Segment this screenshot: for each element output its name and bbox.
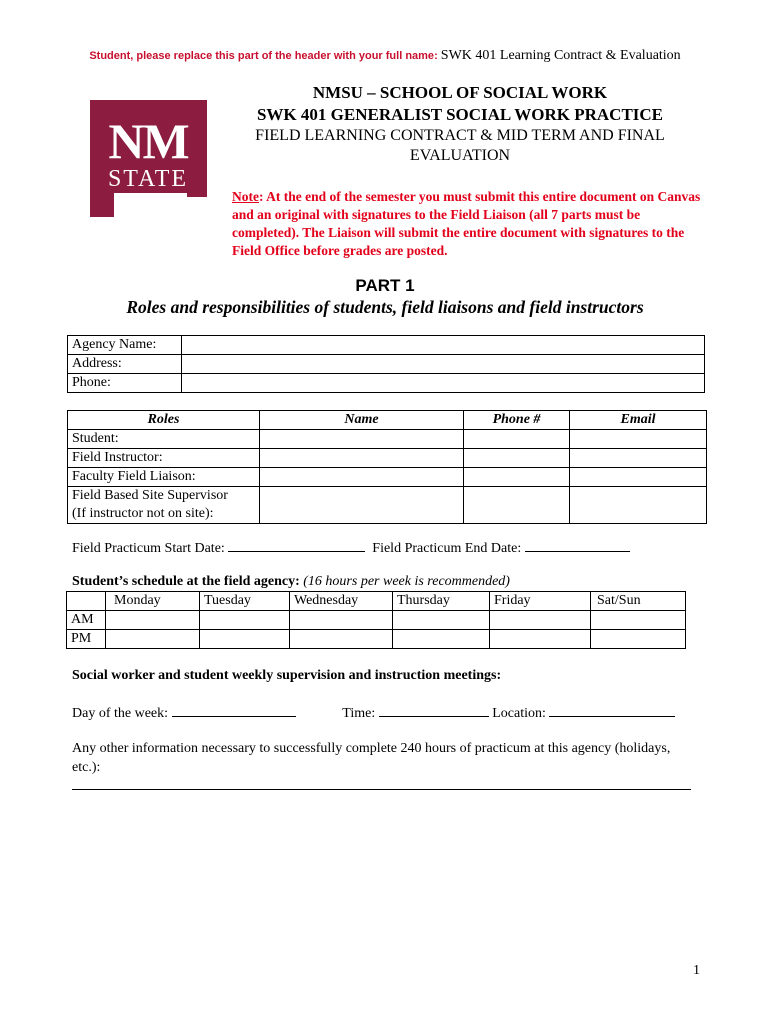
table-header-row <box>68 411 707 430</box>
schedule-cell[interactable] <box>393 630 490 649</box>
note-text: : At the end of the semester you must submit this entire document on Canvas and an original with signatures to the Field Liaison (all 7 parts must be completed). The Liaison will submit the entire document with signatures to the Field Office before grades are posted. <box>232 189 701 258</box>
supervision-fields <box>72 703 675 723</box>
day-thursday: Thursday <box>393 592 490 611</box>
time-label: Time: <box>342 706 376 721</box>
role-student: Student: <box>68 430 260 449</box>
day-friday: Friday <box>490 592 591 611</box>
table-row <box>68 487 707 524</box>
document-titles <box>230 82 690 166</box>
header-separator: : <box>434 50 441 62</box>
header-title: SWK 401 Learning Contract & Evaluation <box>440 48 681 63</box>
table-row <box>68 430 707 449</box>
schedule-cell[interactable] <box>200 630 290 649</box>
schedule-corner <box>67 592 106 611</box>
header-phone: Phone # <box>464 411 570 430</box>
row-am: AM <box>67 611 106 630</box>
day-monday: Monday <box>106 592 200 611</box>
course-title: SWK 401 GENERALIST SOCIAL WORK PRACTICE <box>256 105 664 124</box>
end-date-field[interactable] <box>525 538 630 552</box>
student-email-field[interactable] <box>570 430 707 449</box>
student-name-field[interactable] <box>260 430 464 449</box>
location-field[interactable] <box>549 703 675 717</box>
agency-name-label: Agency Name: <box>68 336 182 355</box>
end-date-label: Field Practicum End Date: <box>372 541 522 556</box>
supervisor-name-field[interactable] <box>260 487 464 524</box>
location-label: Location: <box>492 706 546 721</box>
supervisor-email-field[interactable] <box>570 487 707 524</box>
schedule-heading-note: (16 hours per week is recommended) <box>303 574 510 589</box>
roles-table <box>67 410 707 524</box>
note-label: Note <box>232 189 259 204</box>
table-row <box>68 355 705 374</box>
table-row <box>68 449 707 468</box>
practicum-dates <box>72 538 630 558</box>
address-label: Address: <box>68 355 182 374</box>
school-title: NMSU – SCHOOL OF SOCIAL WORK <box>312 83 608 102</box>
liaison-phone-field[interactable] <box>464 468 570 487</box>
table-row <box>68 336 705 355</box>
contract-title: FIELD LEARNING CONTRACT & MID TERM AND FINAL EVALUATION <box>255 127 665 164</box>
agency-name-field[interactable] <box>182 336 705 355</box>
page-number: 1 <box>693 963 700 978</box>
table-row <box>67 630 686 649</box>
schedule-cell[interactable] <box>290 630 393 649</box>
other-info-text: Any other information necessary to successfully complete 240 hours of practicum at this agency (holidays, etc.): <box>72 741 671 775</box>
start-date-field[interactable] <box>228 538 365 552</box>
header-instruction: Student, please replace this part of the header with your full name <box>89 50 435 62</box>
schedule-cell[interactable] <box>393 611 490 630</box>
schedule-heading-text: Student’s schedule at the field agency: <box>72 574 300 589</box>
day-tuesday: Tuesday <box>200 592 290 611</box>
table-row <box>68 374 705 393</box>
day-sat-sun: Sat/Sun <box>591 592 686 611</box>
site-supervisor-label: Field Based Site Supervisor <box>72 488 228 503</box>
role-site-supervisor <box>68 487 260 524</box>
role-faculty-liaison: Faculty Field Liaison: <box>68 468 260 487</box>
nm-state-logo <box>90 100 207 217</box>
day-of-week-label: Day of the week: <box>72 706 169 721</box>
instructor-name-field[interactable] <box>260 449 464 468</box>
header-email: Email <box>570 411 707 430</box>
phone-field[interactable] <box>182 374 705 393</box>
supervisor-phone-field[interactable] <box>464 487 570 524</box>
schedule-cell[interactable] <box>591 630 686 649</box>
schedule-heading <box>72 573 510 591</box>
liaison-email-field[interactable] <box>570 468 707 487</box>
row-pm: PM <box>67 630 106 649</box>
address-field[interactable] <box>182 355 705 374</box>
logo-text-state: STATE <box>107 166 189 192</box>
running-header <box>0 48 770 64</box>
liaison-name-field[interactable] <box>260 468 464 487</box>
role-field-instructor: Field Instructor: <box>68 449 260 468</box>
other-info-field[interactable] <box>72 789 691 790</box>
student-phone-field[interactable] <box>464 430 570 449</box>
schedule-cell[interactable] <box>290 611 393 630</box>
supervision-heading: Social worker and student weekly supervision and instruction meetings: <box>72 668 502 683</box>
schedule-cell[interactable] <box>591 611 686 630</box>
instructor-phone-field[interactable] <box>464 449 570 468</box>
site-supervisor-note: (If instructor not on site): <box>72 506 214 521</box>
header-roles: Roles <box>68 411 260 430</box>
schedule-cell[interactable] <box>200 611 290 630</box>
time-field[interactable] <box>379 703 489 717</box>
agency-table <box>67 335 705 393</box>
schedule-cell[interactable] <box>490 630 591 649</box>
schedule-table <box>66 591 686 649</box>
day-of-week-field[interactable] <box>172 703 296 717</box>
day-wednesday: Wednesday <box>290 592 393 611</box>
table-row <box>67 611 686 630</box>
table-row <box>68 468 707 487</box>
part-subtitle: Roles and responsibilities of students, field liaisons and field instructors <box>126 297 644 317</box>
logo-text-nm: NM <box>108 113 188 169</box>
submission-note <box>232 188 702 260</box>
start-date-label: Field Practicum Start Date: <box>72 541 225 556</box>
phone-label: Phone: <box>68 374 182 393</box>
instructor-email-field[interactable] <box>570 449 707 468</box>
schedule-cell[interactable] <box>106 611 200 630</box>
schedule-cell[interactable] <box>490 611 591 630</box>
table-header-row <box>67 592 686 611</box>
schedule-cell[interactable] <box>106 630 200 649</box>
header-name: Name <box>260 411 464 430</box>
part-title: PART 1 <box>355 276 415 295</box>
